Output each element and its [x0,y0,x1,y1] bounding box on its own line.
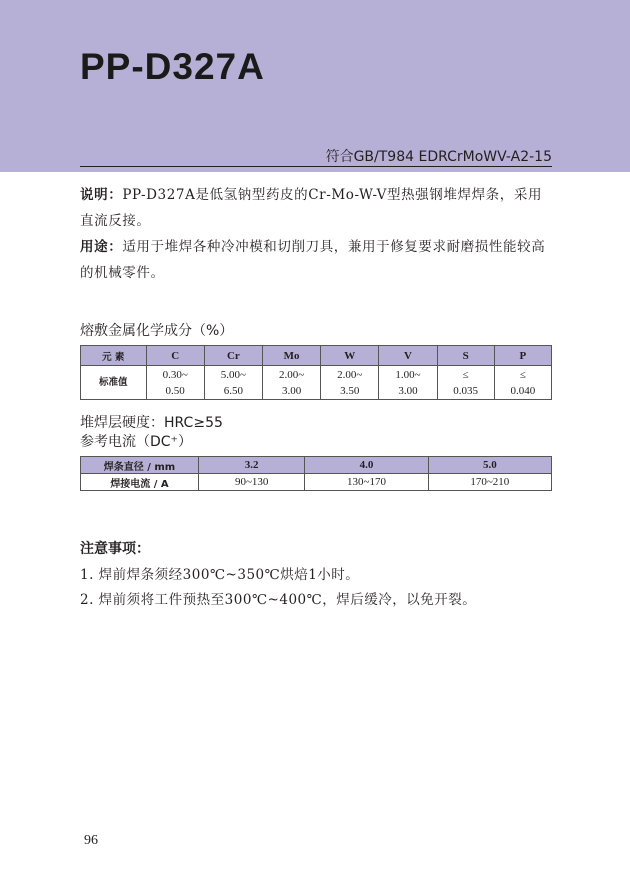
value-max: 6.50 [223,384,243,397]
value-min: ≤ [462,368,469,381]
table-row [81,366,552,400]
value-cell-c [146,366,204,400]
current-cell: 130~170 [305,474,428,491]
diameter-label: 焊条直径 / mm [81,457,199,474]
value-min: ≤ [519,368,526,381]
note-item: 2. 焊前须将工件预热至300℃~400℃，焊后缓冷，以免开裂。 [80,592,477,608]
diameter-cell: 4.0 [305,457,428,474]
column-header-mo: Mo [262,346,320,366]
column-header-w: W [321,346,379,366]
value-max: 0.50 [165,384,185,397]
usage-label: 用途： [80,239,123,255]
hardness-line: 堆焊层硬度：HRC≥55 [80,415,223,431]
usage-paragraph [80,234,552,286]
column-header-p: P [494,346,551,366]
standard-compliance: 符合GB/T984 EDRCrMoWV-A2-15 [325,149,552,165]
diameter-cell: 3.2 [199,457,305,474]
description-paragraph [80,182,552,234]
value-cell-p [494,366,551,400]
description-label: 说明： [80,187,123,203]
value-cell-cr [204,366,262,400]
current-cell: 90~130 [199,474,305,491]
description-text: PP-D327A是低氢钠型药皮的Cr-Mo-W-V型热强钢堆焊焊条，采用直流反接。 [80,187,543,229]
value-min: 5.00~ [220,368,246,381]
standard-value-label: 标准值 [81,366,147,400]
current-cell: 170~210 [428,474,551,491]
reference-current-title: 参考电流（DC⁺） [80,434,192,450]
diameter-cell: 5.0 [428,457,551,474]
page-number: 96 [84,833,98,848]
chemical-composition-title: 熔敷金属化学成分（%） [80,323,234,339]
header-divider [80,166,552,167]
column-header-c: C [146,346,204,366]
table-header-row [81,457,552,474]
value-min: 2.00~ [337,368,363,381]
table-row [81,474,552,491]
column-header-s: S [437,346,494,366]
value-cell-s [437,366,494,400]
chemical-composition-table [80,345,552,400]
value-min: 1.00~ [395,368,421,381]
value-max: 0.040 [510,384,536,397]
reference-current-table [80,456,552,491]
value-cell-mo [262,366,320,400]
value-cell-w [321,366,379,400]
column-header-cr: Cr [204,346,262,366]
notes-title: 注意事项： [80,541,150,557]
value-max: 0.035 [453,384,479,397]
usage-text: 适用于堆焊各种冷冲模和切削刀具，兼用于修复要求耐磨损性能较高的机械零件。 [80,239,546,281]
column-header-v: V [379,346,437,366]
value-max: 3.00 [281,384,302,397]
table-header-row [81,346,552,366]
note-item: 1. 焊前焊条须经300℃~350℃烘焙1小时。 [80,567,360,583]
value-min: 0.30~ [162,368,188,381]
value-min: 2.00~ [278,368,305,381]
value-max: 3.50 [340,384,360,397]
value-cell-v [379,366,437,400]
element-header-cell: 元 素 [81,346,147,366]
value-max: 3.00 [398,384,418,397]
product-title: PP-D327A [80,46,265,87]
current-label: 焊接电流 / A [81,474,199,491]
